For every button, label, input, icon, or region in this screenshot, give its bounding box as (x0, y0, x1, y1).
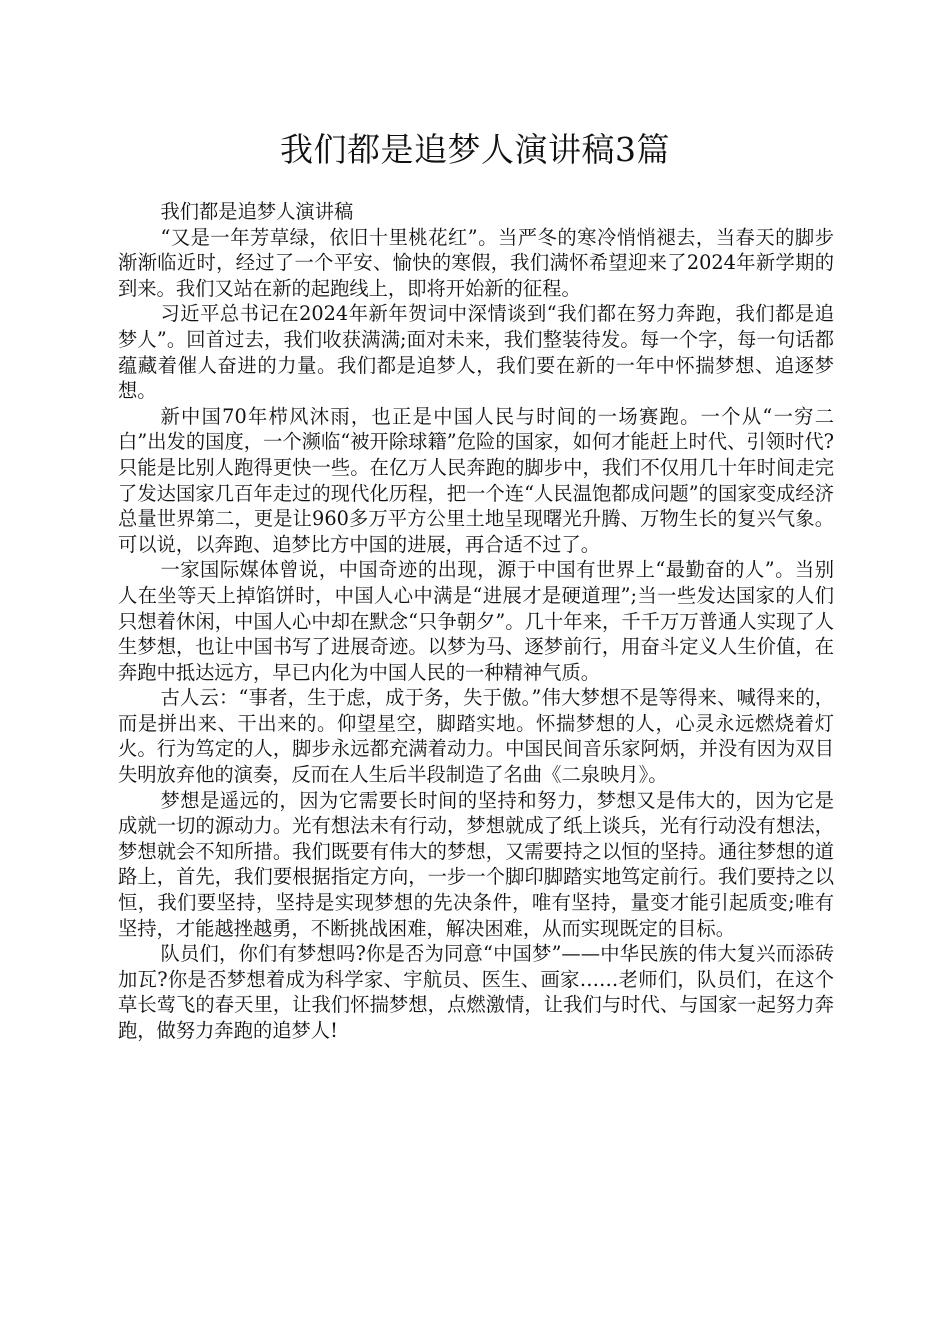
paragraph: 新中国70年栉风沐雨，也正是中国人民与时间的一场赛跑。一个从“一穷二白”出发的国度，一个濒临“被开除球籍”危险的国家，如何才能赶上时代、引领时代?只能是比别人跑得更快一些。在亿万人民奔跑的脚步中，我们不仅用几十年时间走完了发达国家几百年走过的现代化历程，把一个连“人民温饱都成问题”的国家变成经济总量世界第二，更是让960多万平方公里土地呈现曙光升腾、万物生长的复兴气象。可以说，以奔跑、追梦比方中国的进展，再合适不过了。 (118, 404, 834, 556)
document-body (118, 199, 834, 1044)
paragraph: 队员们，你们有梦想吗?你是否为同意“中国梦”——中华民族的伟大复兴而添砖加瓦?你是否梦想着成为科学家、宇航员、医生、画家……老师们，队员们，在这个草长莺飞的春天里，让我们怀揣梦想，点燃激情，让我们与时代、与国家一起努力奔跑，做努力奔跑的追梦人! (118, 942, 834, 1042)
document-title: 我们都是追梦人演讲稿3篇 (280, 130, 670, 169)
paragraph: 梦想是遥远的，因为它需要长时间的坚持和努力，梦想又是伟大的，因为它是成就一切的源动力。光有想法未有行动，梦想就成了纸上谈兵，光有行动没有想法，梦想就会不知所措。我们既要有伟大的梦想，又需要持之以恒的坚持。通往梦想的道路上，首先，我们要根据指定方向，一步一个脚印脚踏实地笃定前行。我们要持之以恒，我们要坚持，坚持是实现梦想的先决条件，唯有坚持，量变才能引起质变;唯有坚持，才能越挫越勇，不断挑战困难，解决困难，从而实现既定的目标。 (118, 788, 834, 940)
paragraph: 古人云：“事者，生于虑，成于务，失于傲。”伟大梦想不是等得来、喊得来的，而是拼出来、干出来的。仰望星空，脚踏实地。怀揣梦想的人，心灵永远燃烧着灯火。行为笃定的人，脚步永远都充满着动力。中国民间音乐家阿炳，并没有因为双目失明放弃他的演奏，反而在人生后半段制造了名曲《二泉映月》。 (118, 686, 834, 787)
paragraph: “又是一年芳草绿，依旧十里桃花红”。当严冬的寒冷悄悄褪去，当春天的脚步渐渐临近时，经过了一个平安、愉快的寒假，我们满怀希望迎来了2024年新学期的到来。我们又站在新的起跑线上，即将开始新的征程。 (118, 225, 834, 300)
paragraph: 习近平总书记在2024年新年贺词中深情谈到“我们都在努力奔跑，我们都是追梦人”。回首过去，我们收获满满;面对未来，我们整装待发。每一个字，每一句话都蕴藏着催人奋进的力量。我们都是追梦人，我们要在新的一年中怀揣梦想、追逐梦想。 (118, 302, 834, 403)
paragraph: 一家国际媒体曾说，中国奇迹的出现，源于中国有世界上“最勤奋的人”。当别人在坐等天上掉馅饼时，中国人心中满是“进展才是硬道理”;当一些发达国家的人们只想着休闲，中国人心中却在默念“只争朝夕”。几十年来，千千万万普通人实现了人生梦想，也让中国书写了进展奇迹。以梦为马、逐梦前行，用奋斗定义人生价值，在奔跑中抵达远方，早已内化为中国人民的一种精神气质。 (118, 558, 834, 684)
document-subtitle: 我们都是追梦人演讲稿 (160, 200, 354, 223)
